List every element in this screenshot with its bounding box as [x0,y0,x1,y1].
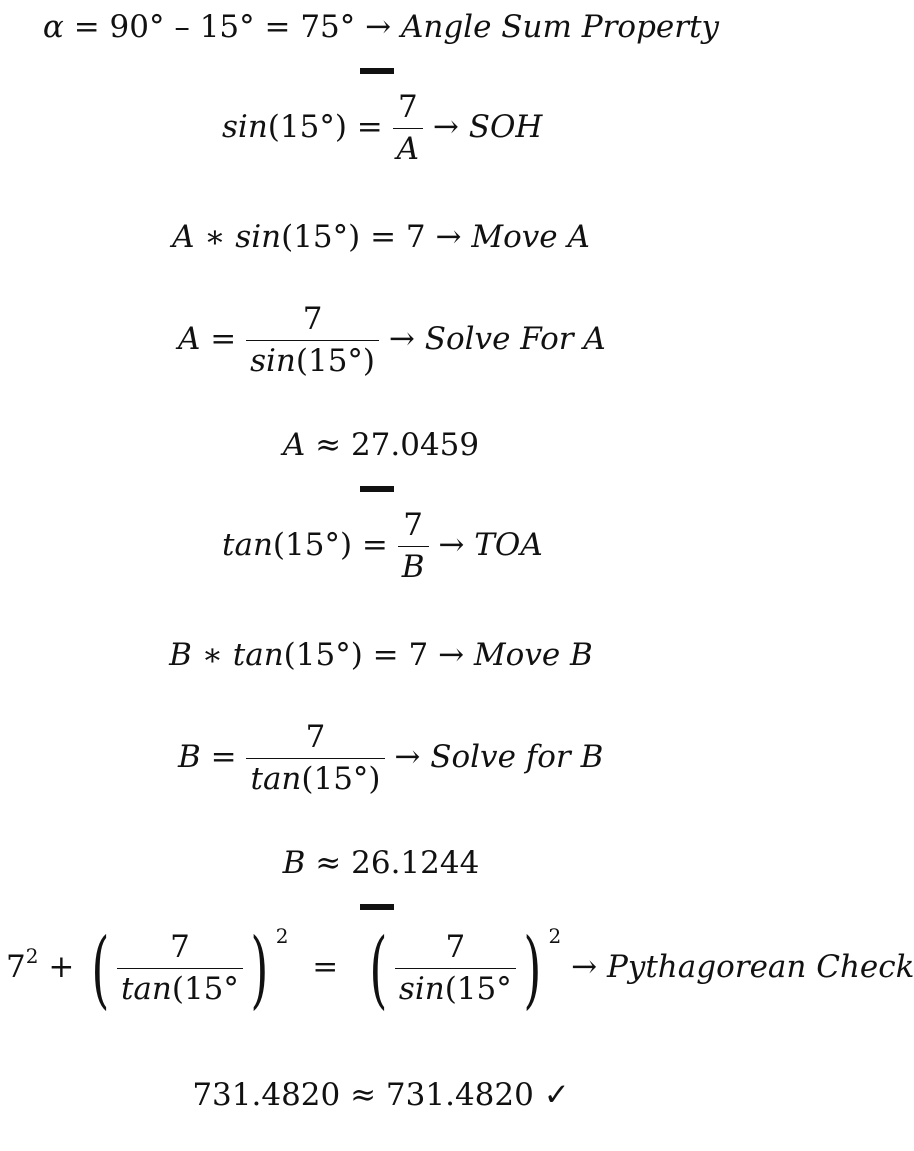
arrow: → [432,109,459,145]
equals-sign: = [210,739,237,775]
right-squared-group [362,919,562,1018]
tan-toa-line [222,507,543,585]
fraction-7-over-sin [246,301,379,379]
var-a: A [178,321,201,357]
arrow: → [365,9,392,45]
arrow: → [571,949,598,985]
tan-fn: tan [120,971,172,1007]
sin-fn: sin [235,219,282,255]
rhs: = 7 [372,637,429,673]
exponent: 2 [275,924,289,948]
exponent: 2 [548,924,562,948]
left-squared-group [84,919,289,1018]
fraction-7-over-tan [246,719,384,797]
fraction-7-over-b [398,507,429,585]
check-result: 731.4820 ≈ 731.4820 ✓ [192,1077,570,1113]
solve-a-note: Solve For A [424,321,606,357]
denominator [246,340,379,377]
pythagorean-note: Pythagorean Check [606,949,914,985]
right-paren: ) [250,919,269,1018]
tan-fn: tan [222,527,273,563]
tan-fn: tan [250,761,302,797]
sin-arg: (15° [444,971,512,1007]
seven-squared [6,944,39,985]
angle-sum-note: Angle Sum Property [400,9,720,45]
sin-soh-line [222,89,543,167]
alpha-expression: = 90° – 15° = 75° [73,9,356,45]
arrow: → [394,739,421,775]
soh-note: SOH [468,109,543,145]
var-b: B [169,637,192,673]
final-check-line [0,1077,762,1113]
sin-arg: (15°) [267,109,347,145]
arrow: → [388,321,415,357]
section-divider [360,904,394,910]
left-paren: ( [369,919,388,1018]
var-a: A [282,427,306,463]
fraction-7-over-tan [117,929,243,1007]
denominator: A [393,128,423,165]
move-b-line [0,637,762,673]
numerator: 7 [397,89,418,125]
tan-fn: tan [232,637,284,673]
move-a-line [0,219,762,255]
section-divider [360,68,394,74]
alpha-symbol: α [42,9,64,45]
b-value: ≈ 26.1244 [315,845,480,881]
right-paren: ) [523,919,542,1018]
arrow: → [438,637,465,673]
var-b: B [282,845,306,881]
tan-arg: (15°) [283,637,363,673]
var-a: A [172,219,195,255]
rhs: = 7 [370,219,426,255]
solve-b-note: Solve for B [430,739,604,775]
base: 7 [6,949,26,985]
numerator: 7 [403,507,423,543]
denominator [246,758,384,795]
numerator: 7 [302,301,323,337]
numerator: 7 [445,929,466,965]
b-value-line [0,845,762,881]
move-a-note: Move A [471,219,590,255]
sin-fn: sin [398,971,445,1007]
numerator: 7 [305,719,326,755]
move-b-note: Move B [473,637,593,673]
denominator [395,968,516,1005]
pythagorean-line [6,919,914,1018]
sin-arg: (15°) [295,343,376,379]
numerator: 7 [170,929,190,965]
a-value: ≈ 27.0459 [315,427,480,463]
a-value-line [0,427,762,463]
equals-sign: = [361,527,388,563]
solve-a-line [178,301,606,379]
sin-fn: sin [250,343,296,379]
toa-note: TOA [474,527,543,563]
sin-fn: sin [222,109,268,145]
denominator: B [398,546,429,583]
equals-sign: = [356,109,383,145]
fraction-7-over-a [393,89,423,167]
arrow: → [435,219,462,255]
arrow: → [438,527,465,563]
tan-arg: (15°) [272,527,353,563]
plus-sign: + [48,949,75,985]
multiply-op: ∗ [204,219,226,255]
sin-arg: (15°) [281,219,361,255]
multiply-op: ∗ [201,637,223,673]
left-paren: ( [91,919,110,1018]
angle-sum-line [0,9,762,45]
tan-arg: (15° [171,971,239,1007]
fraction-7-over-sin [395,929,516,1007]
section-divider [360,486,394,492]
tan-arg: (15°) [301,761,381,797]
denominator [117,968,243,1005]
solve-b-line [178,719,604,797]
exponent: 2 [25,944,39,968]
var-b: B [178,739,201,775]
equals-sign: = [312,949,339,985]
equals-sign: = [210,321,237,357]
